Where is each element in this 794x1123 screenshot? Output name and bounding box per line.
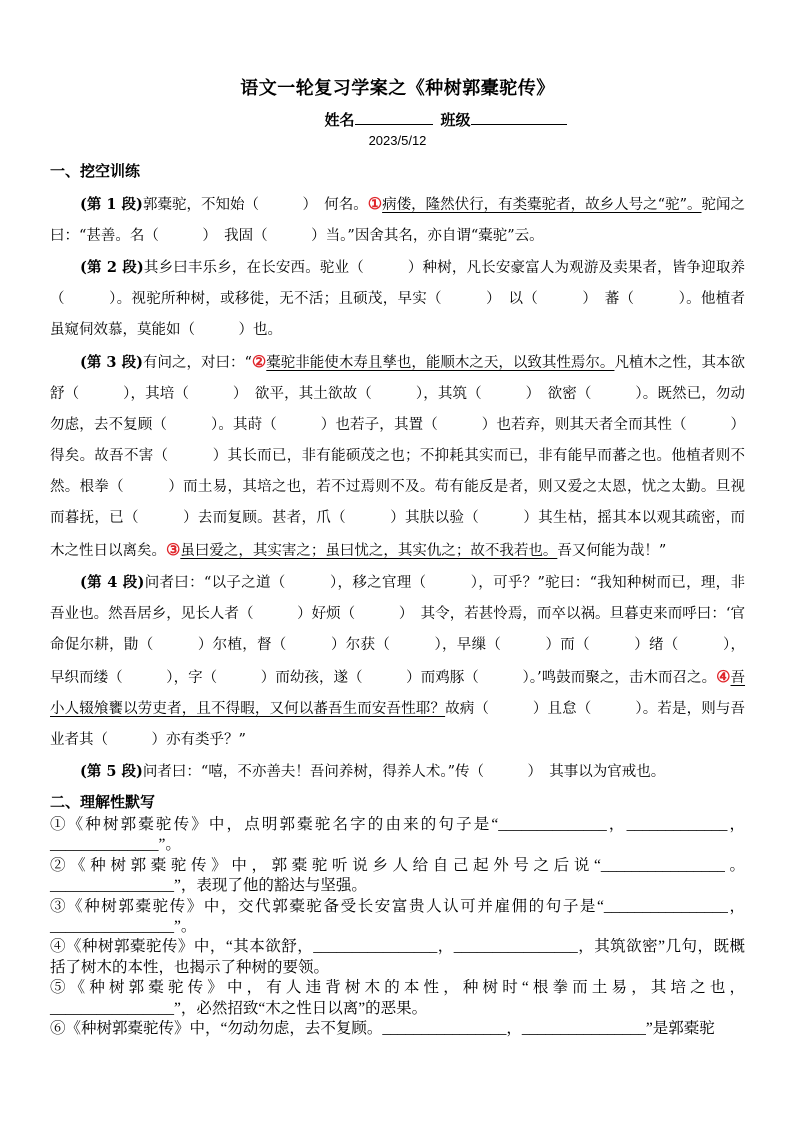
paragraph-text: 有问之，对曰：“ xyxy=(142,355,252,371)
paragraph-text: 问者曰：“嘻，不亦善夫！吾问养树，得养人术。”传（ ） 其事以为官戒也。 xyxy=(142,764,666,780)
paragraph-1 xyxy=(50,188,745,252)
item-text: 《种树郭橐驼传》中，点明郭橐驼名字的由来的句子是“______________，_____________，______________”。 xyxy=(50,816,745,854)
dictation-item-3 xyxy=(50,897,745,938)
section-heading-fill-blank: 一、挖空训练 xyxy=(50,163,141,180)
circled-marker: ③ xyxy=(166,540,181,559)
underlined-sentence: 病偻，隆然伏行，有类橐驼者，故乡人号之“驼”。 xyxy=(382,197,702,213)
page-title: 语文一轮复习学案之《种树郭橐驼传》 xyxy=(240,78,555,98)
paragraph-text: 问者曰：“以子之道（ ），移之官理（ ），可乎？”驼曰：“我知种树而已，理，非吾业也。然吾居乡，见长人者（ ）好烦（ ） 其令，若甚怜焉，而卒以祸。旦暮吏来而呼曰：‘官命促尔耕，勖（ ）尔植，督（ ）尔获（ ），早缫（ ）而（ ）绪（ ），早织而缕（ ），字（ ）而幼孩，遂（ ）而鸡豚（ ）。’鸣鼓而聚之，击木而召之。 xyxy=(50,575,745,686)
paragraph-label: (第 1 段) xyxy=(80,196,143,213)
item-text: 《种树郭橐驼传》中，有人违背树木的本性，种树时“根拳而土易，其培之也，________________”，必然招致“木之性日以离”的恶果。 xyxy=(50,979,745,1017)
paragraph-2 xyxy=(50,252,745,346)
item-number: ④ xyxy=(50,938,66,956)
circled-marker: ① xyxy=(367,194,383,213)
dictation-item-1 xyxy=(50,815,745,856)
paragraph-label: (第 2 段) xyxy=(80,259,144,276)
circled-marker: ② xyxy=(251,352,267,371)
item-text: 《种树郭橐驼传》中，交代郭橐驼备受长安富贵人认可并雇佣的句子是“________________，________________”。 xyxy=(50,897,745,936)
paragraph-text: 驼闻之曰：“甚善。名（ ） 我固（ ）当。”因舍其名，亦自谓“橐驼”云。 xyxy=(50,197,746,244)
paragraph-5 xyxy=(50,756,745,788)
item-number: ① xyxy=(50,816,68,833)
paragraph-label: (第 4 段) xyxy=(80,574,145,591)
item-number: ⑤ xyxy=(50,979,70,997)
underlined-sentence: 虽曰爱之，其实害之；虽曰忧之，其实仇之；故不我若也。 xyxy=(180,543,558,559)
paragraph-text: 郭橐驼，不知始（ ） 何名。 xyxy=(142,197,368,213)
paragraph-text: 其乡曰丰乐乡，在长安西。驼业（ ）种树，凡长安豪富人为观游及卖果者，皆争迎取养（ ）。视驼所种树，或移徙，无不活；且硕茂，早实（ ） 以（ ） 蕃（ ）。他植者虽窥伺效慕，莫能如（ ）也。 xyxy=(50,260,745,338)
item-text: 《种树郭橐驼传》中，“勿动勿虑，去不复顾。________________，________________”是郭橐驼 xyxy=(65,1020,715,1038)
dictation-item-5 xyxy=(50,978,745,1019)
dictation-item-6 xyxy=(50,1019,745,1039)
paragraph-text: 故病（ ）且怠（ ）。若是，则与吾业者其（ ）亦有类乎？” xyxy=(50,701,746,748)
paragraph-label: (第 3 段) xyxy=(80,354,143,371)
name-label: 姓名 xyxy=(324,112,355,129)
paragraph-4 xyxy=(50,567,745,756)
dictation-item-4 xyxy=(50,937,745,978)
date: 2023/5/12 xyxy=(368,133,427,148)
class-label: 班级 xyxy=(440,112,471,129)
paragraph-label: (第 5 段) xyxy=(80,763,143,780)
underlined-sentence: 橐驼非能使木寿且孳也，能顺木之天，以致其性焉尔。 xyxy=(266,355,615,371)
item-text: 《种树郭橐驼传》中，“其本欲舒，________________，________________，其筑欲密”几句，既概括了树木的本性，也揭示了种树的要领。 xyxy=(50,938,745,976)
item-text: 《种树郭橐驼传》中，郭橐驼听说乡人给自己起外号之后说“________________。________________”，表现了他的豁达与坚强。 xyxy=(50,856,745,895)
underlined-sentence: 吾小人辍飧饔以劳吏者，且不得暇，又何以蕃吾生而安吾性耶？ xyxy=(50,670,746,717)
circled-marker: ④ xyxy=(716,667,731,686)
section-heading-dictation: 二、理解性默写 xyxy=(50,794,156,811)
item-number: ⑥ xyxy=(50,1020,66,1038)
paragraph-3 xyxy=(50,346,745,567)
student-info-line xyxy=(50,109,745,131)
paragraph-text: 吾又何能为哉！” xyxy=(557,543,667,559)
item-number: ③ xyxy=(50,897,68,915)
dictation-item-2 xyxy=(50,856,745,897)
class-blank xyxy=(471,109,567,125)
item-number: ② xyxy=(50,856,71,874)
name-blank xyxy=(355,109,433,125)
paragraph-text: 凡植木之性，其本欲舒（ ），其培（ ） 欲平，其土欲故（ ），其筑（ ） 欲密（ ）。既然已，勿动勿虑，去不复顾（ ）。其莳（ ）也若子，其置（ ）也若弃，则其天者全而其性（ ）得矣。故吾不害（ ）其长而已，非有能硕茂之也；不抑耗其实而已，非有能早而蕃之也。他植者则不然。根拳（ ）而土易，其培之也，若不过焉则不及。苟有能反是者，则又爱之太恩，忧之太勤。旦视而暮抚，已（ ）去而复顾。甚者，爪（ ）其肤以验（ ）其生枯，摇其本以观其疏密，而木之性日以离矣。 xyxy=(50,355,746,559)
